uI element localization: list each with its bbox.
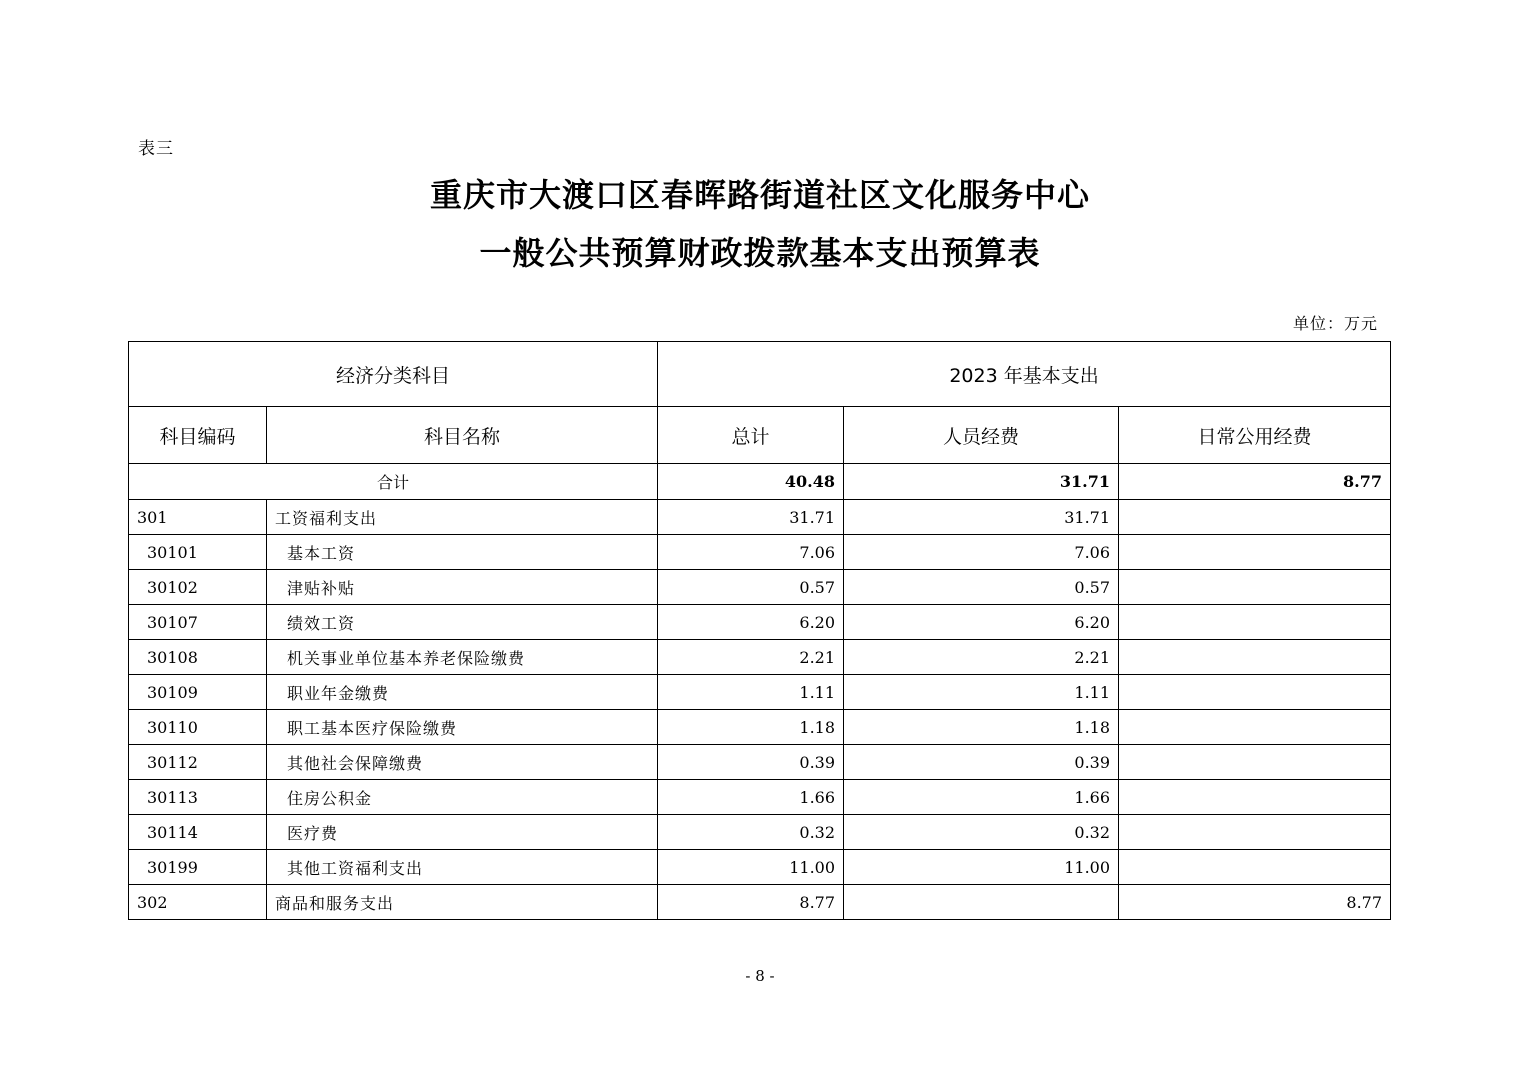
row-personnel: 0.39 <box>844 745 1119 780</box>
total-label: 合计 <box>129 464 658 500</box>
row-personnel: 0.57 <box>844 570 1119 605</box>
subject-name: 工资福利支出 <box>267 500 658 535</box>
row-personnel: 1.66 <box>844 780 1119 815</box>
row-personnel: 7.06 <box>844 535 1119 570</box>
row-public <box>1119 605 1391 640</box>
row-public <box>1119 710 1391 745</box>
header-group-row <box>129 342 1391 407</box>
row-total: 8.77 <box>658 885 844 920</box>
row-public <box>1119 675 1391 710</box>
header-total: 总计 <box>658 407 844 464</box>
table-row <box>129 675 1391 710</box>
subject-code: 30107 <box>129 605 267 640</box>
document-title-line2: 一般公共预算财政拨款基本支出预算表 <box>479 234 1041 272</box>
subject-name: 绩效工资 <box>267 605 658 640</box>
budget-table <box>128 341 1391 920</box>
header-subject-code: 科目编码 <box>129 407 267 464</box>
table-row <box>129 815 1391 850</box>
subject-code: 30101 <box>129 535 267 570</box>
row-public <box>1119 535 1391 570</box>
row-public <box>1119 570 1391 605</box>
row-personnel: 1.18 <box>844 710 1119 745</box>
total-sum: 40.48 <box>658 464 844 500</box>
header-economic-classification: 经济分类科目 <box>129 342 658 407</box>
table-row <box>129 710 1391 745</box>
table-row <box>129 500 1391 535</box>
row-total: 0.39 <box>658 745 844 780</box>
row-public <box>1119 745 1391 780</box>
subject-name: 其他社会保障缴费 <box>267 745 658 780</box>
row-public <box>1119 850 1391 885</box>
total-public: 8.77 <box>1119 464 1391 500</box>
row-total: 0.57 <box>658 570 844 605</box>
document-title-line1: 重庆市大渡口区春晖路街道社区文化服务中心 <box>429 176 1090 214</box>
subject-name: 商品和服务支出 <box>267 885 658 920</box>
subject-code: 30110 <box>129 710 267 745</box>
header-subject-name: 科目名称 <box>267 407 658 464</box>
row-personnel <box>844 885 1119 920</box>
subject-name: 基本工资 <box>267 535 658 570</box>
subject-name: 职业年金缴费 <box>267 675 658 710</box>
subject-name: 住房公积金 <box>267 780 658 815</box>
subject-code: 30114 <box>129 815 267 850</box>
table-row <box>129 640 1391 675</box>
row-total: 1.11 <box>658 675 844 710</box>
table-row <box>129 885 1391 920</box>
subject-code: 30199 <box>129 850 267 885</box>
subject-name: 医疗费 <box>267 815 658 850</box>
table-row <box>129 780 1391 815</box>
unit-label: 单位：万元 <box>1292 314 1378 333</box>
total-row <box>129 464 1391 500</box>
subject-name: 其他工资福利支出 <box>267 850 658 885</box>
row-personnel: 2.21 <box>844 640 1119 675</box>
row-total: 2.21 <box>658 640 844 675</box>
table-label: 表三 <box>138 139 174 159</box>
table-row <box>129 745 1391 780</box>
page-number: - 8 - <box>745 967 775 985</box>
table-row <box>129 850 1391 885</box>
row-public <box>1119 815 1391 850</box>
row-personnel: 1.11 <box>844 675 1119 710</box>
row-total: 7.06 <box>658 535 844 570</box>
subject-name: 职工基本医疗保险缴费 <box>267 710 658 745</box>
subject-code: 30108 <box>129 640 267 675</box>
subject-code: 30109 <box>129 675 267 710</box>
header-basic-expenditure: 2023 年基本支出 <box>658 342 1391 407</box>
subject-name: 机关事业单位基本养老保险缴费 <box>267 640 658 675</box>
table-row <box>129 535 1391 570</box>
subject-code: 302 <box>129 885 267 920</box>
row-public <box>1119 500 1391 535</box>
subject-name: 津贴补贴 <box>267 570 658 605</box>
row-total: 1.18 <box>658 710 844 745</box>
row-total: 31.71 <box>658 500 844 535</box>
table-row <box>129 570 1391 605</box>
row-total: 6.20 <box>658 605 844 640</box>
subject-code: 30113 <box>129 780 267 815</box>
row-personnel: 11.00 <box>844 850 1119 885</box>
row-total: 0.32 <box>658 815 844 850</box>
row-personnel: 0.32 <box>844 815 1119 850</box>
subject-code: 301 <box>129 500 267 535</box>
header-public-cost: 日常公用经费 <box>1119 407 1391 464</box>
header-column-row <box>129 407 1391 464</box>
subject-code: 30102 <box>129 570 267 605</box>
row-public <box>1119 780 1391 815</box>
header-personnel-cost: 人员经费 <box>844 407 1119 464</box>
table-row <box>129 605 1391 640</box>
subject-code: 30112 <box>129 745 267 780</box>
row-personnel: 31.71 <box>844 500 1119 535</box>
total-personnel: 31.71 <box>844 464 1119 500</box>
row-total: 1.66 <box>658 780 844 815</box>
row-public <box>1119 640 1391 675</box>
row-public: 8.77 <box>1119 885 1391 920</box>
row-personnel: 6.20 <box>844 605 1119 640</box>
row-total: 11.00 <box>658 850 844 885</box>
